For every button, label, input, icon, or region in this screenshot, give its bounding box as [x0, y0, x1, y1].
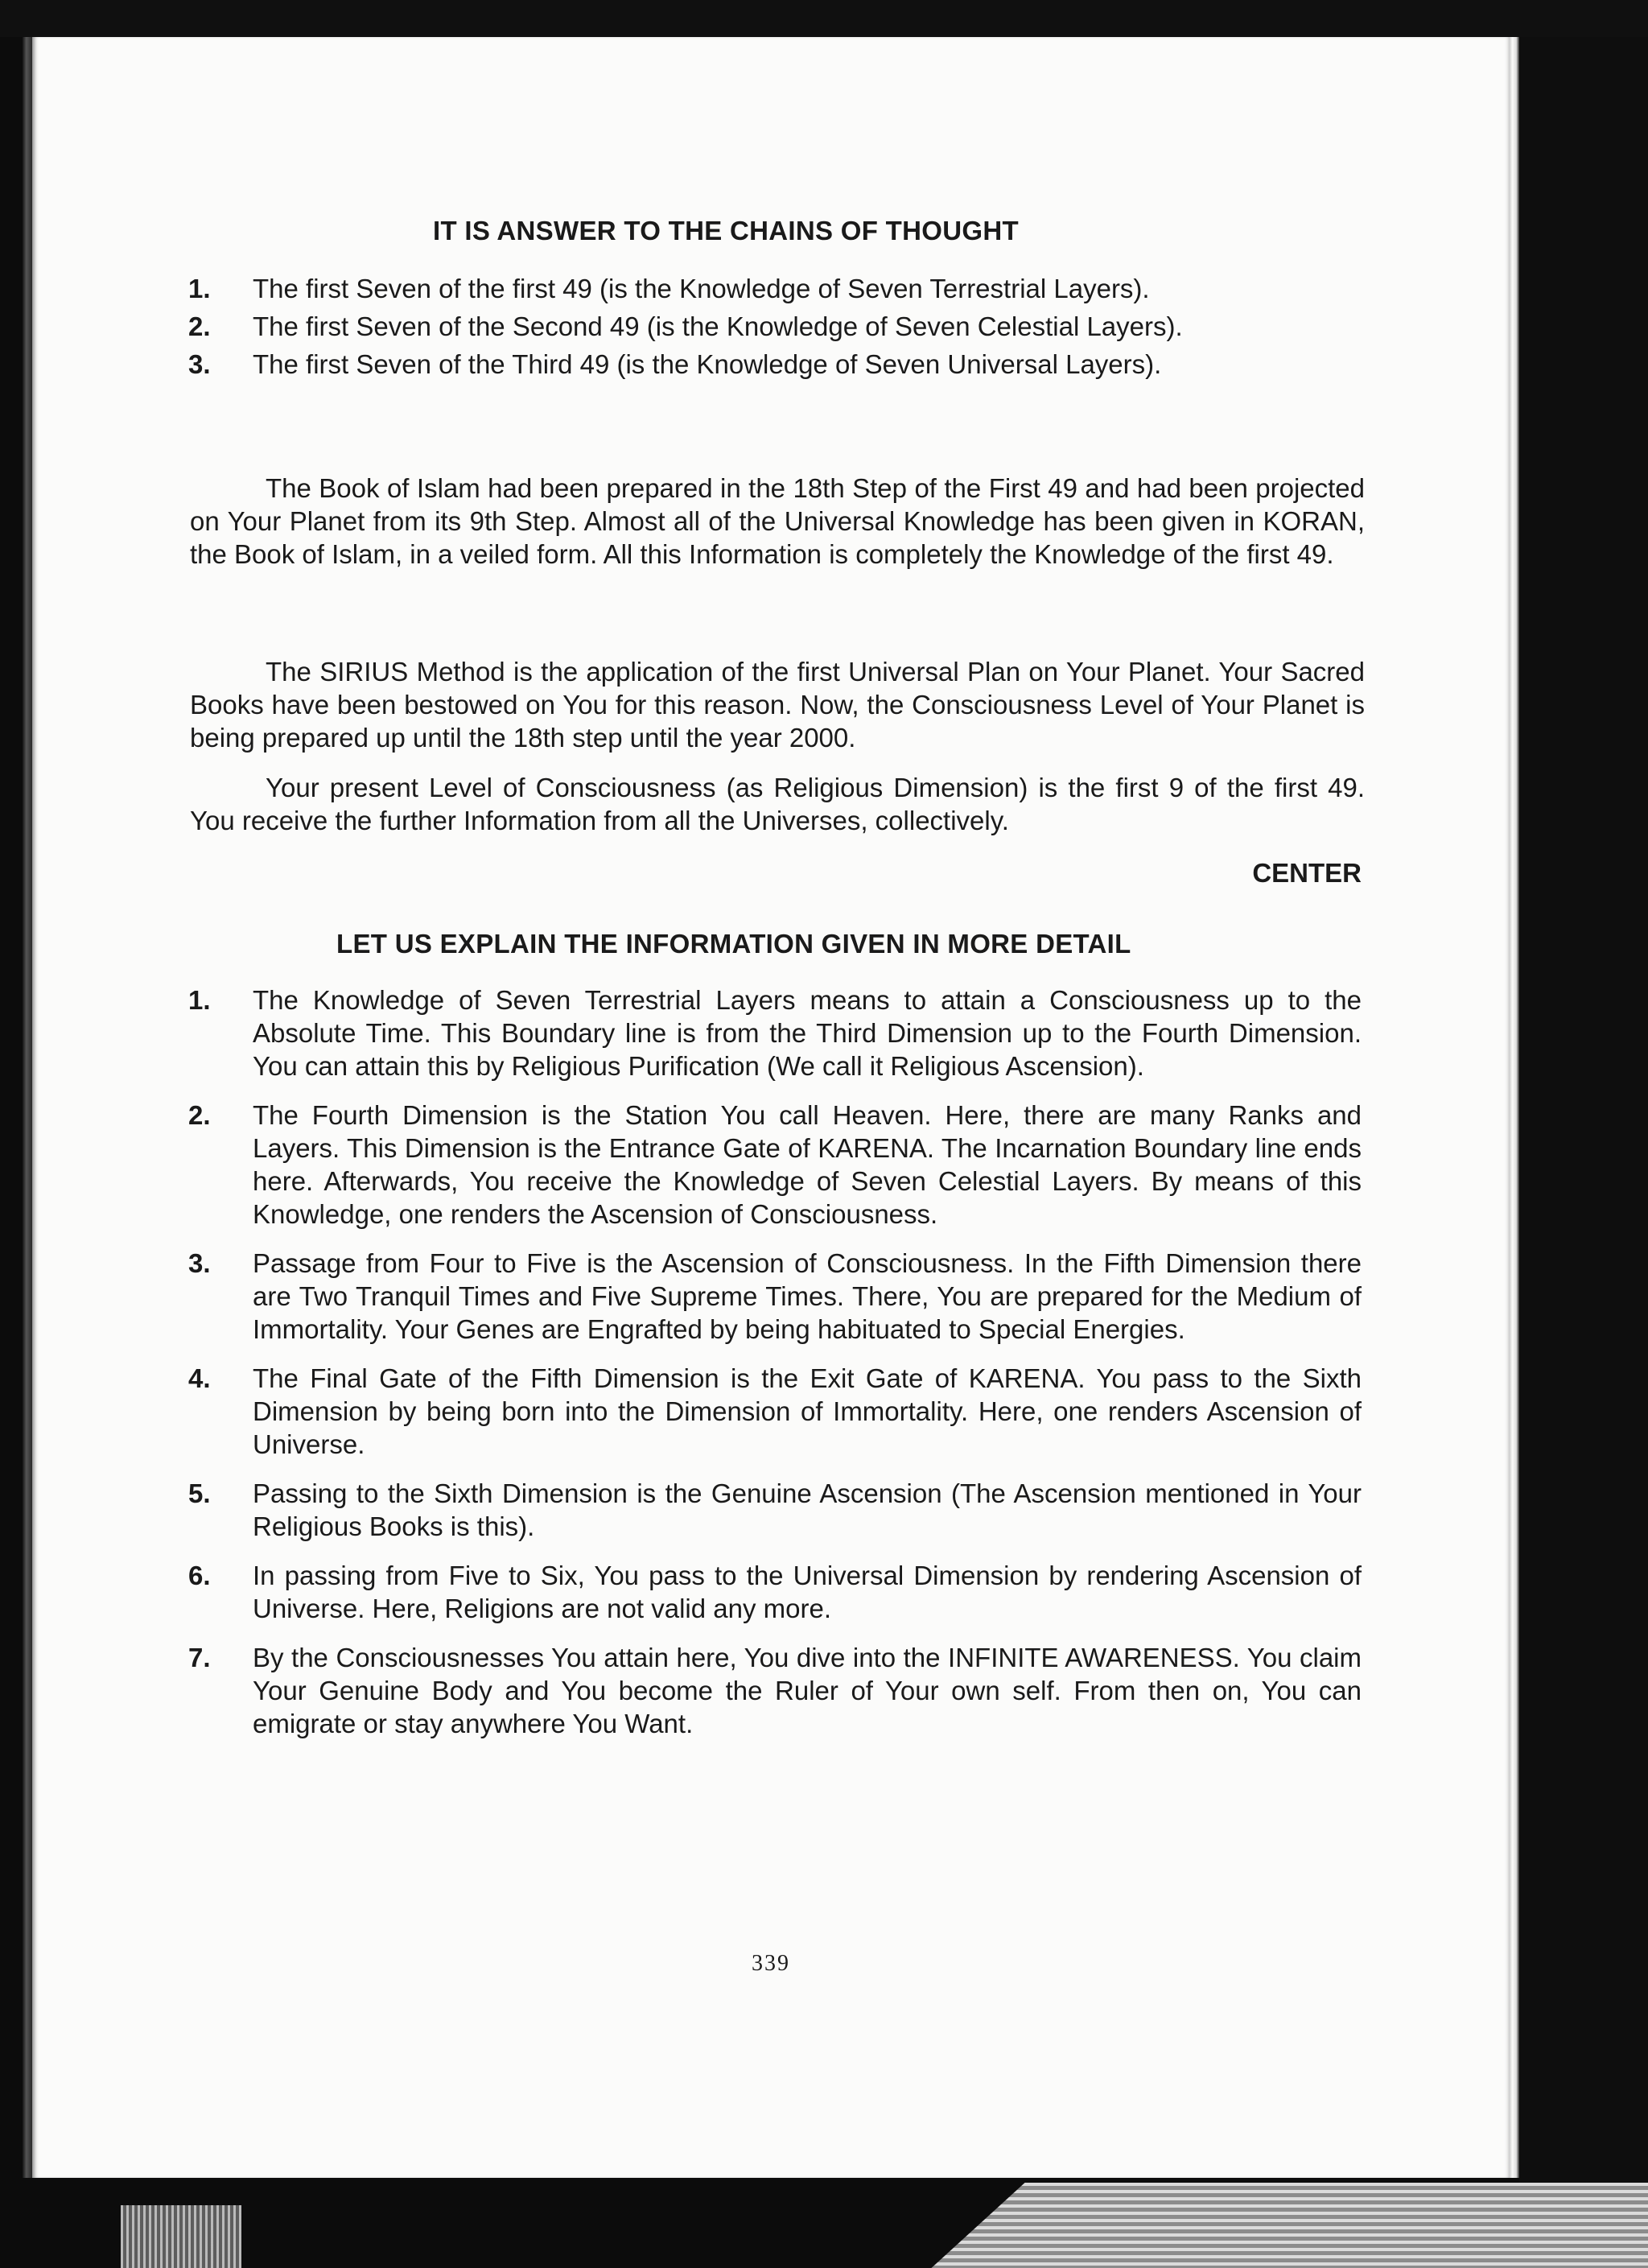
- item-text: In passing from Five to Six, You pass to the Universal Dimension by rendering Ascension of Universe. Here, Religions are not valid any more.: [253, 1561, 1362, 1623]
- scan-artifact-stripes-left: [121, 2205, 241, 2268]
- item-text: The first Seven of the Third 49 (is the Knowledge of Seven Universal Layers).: [253, 349, 1162, 379]
- item-text: The Knowledge of Seven Terrestrial Layers means to attain a Consciousness up to the Absolute Time. This Boundary line is from the Third Dimension up to the Fourth Dimension. You can attain this by Religious Purification (We call it Religious Ascension).: [253, 985, 1362, 1081]
- list-item: [188, 1099, 1362, 1231]
- item-text: The Final Gate of the Fifth Dimension is the Exit Gate of KARENA. You pass to the Sixth Dimension by being born into the Dimension of Immortality. Here, one renders Ascension of Universe.: [253, 1363, 1362, 1459]
- item-text: Passing to the Sixth Dimension is the Genuine Ascension (The Ascension mentioned in Your Religious Books is this).: [253, 1478, 1362, 1541]
- list-item: [188, 983, 1362, 1082]
- item-number: 2.: [188, 311, 211, 341]
- signature-center: CENTER: [1252, 858, 1362, 888]
- numbered-list-dimensions: [188, 983, 1362, 1756]
- item-number: 5.: [188, 1478, 211, 1508]
- section-heading-chains-of-thought: IT IS ANSWER TO THE CHAINS OF THOUGHT: [433, 216, 1019, 245]
- page-right-edge: [1510, 37, 1519, 2178]
- item-number: 7.: [188, 1643, 211, 1672]
- paragraph-level-of-consciousness: Your present Level of Consciousness (as Religious Dimension) is the first 9 of the first 49. You receive the further Information from all the Universes, collectively.: [190, 773, 1365, 835]
- item-number: 4.: [188, 1363, 211, 1393]
- paragraph-sirius-method: The SIRIUS Method is the application of the first Universal Plan on Your Planet. Your Sacred Books have been bestowed on You for this reason. Now, the Consciousness Level of Your Planet is being prepared up until the 18th step until the year 2000.: [190, 657, 1365, 753]
- item-number: 6.: [188, 1561, 211, 1590]
- list-item: [188, 310, 1362, 343]
- list-item: [188, 348, 1362, 381]
- item-number: 3.: [188, 1248, 211, 1278]
- list-item: [188, 1247, 1362, 1346]
- page-text: [32, 37, 1510, 2178]
- list-item: [188, 1477, 1362, 1543]
- page-number: 339: [752, 1951, 790, 1976]
- item-number: 2.: [188, 1100, 211, 1130]
- item-number: 1.: [188, 985, 211, 1015]
- item-text: By the Consciousnesses You attain here, You dive into the INFINITE AWARENESS. You claim Your Genuine Body and You become the Ruler of Your own self. From then on, You can emigrate or stay anywhere You Want.: [253, 1643, 1362, 1738]
- list-item: [188, 272, 1362, 305]
- list-item: [188, 1641, 1362, 1740]
- list-item: [188, 1559, 1362, 1625]
- book-gutter-shadow: [23, 37, 32, 2178]
- scan-right-border: [1519, 37, 1648, 2268]
- item-number: 3.: [188, 349, 211, 379]
- book-page: [32, 37, 1510, 2178]
- numbered-list-layers: [188, 272, 1362, 386]
- scan-top-border: [0, 0, 1648, 37]
- paragraph-book-of-islam: The Book of Islam had been prepared in the 18th Step of the First 49 and had been projected on Your Planet from its 9th Step. Almost all of the Universal Knowledge has been given in KORAN, the Book of Islam, in a veiled form. All this Information is completely the Knowledge of the first 49.: [190, 473, 1365, 569]
- list-item: [188, 1362, 1362, 1461]
- item-number: 1.: [188, 274, 211, 303]
- item-text: The Fourth Dimension is the Station You call Heaven. Here, there are many Ranks and Layers. This Dimension is the Entrance Gate of KARENA. The Incarnation Boundary line ends here. Afterwards, You receive the Knowledge of Seven Celestial Layers. By means of this Knowledge, one renders the Ascension of Consciousness.: [253, 1100, 1362, 1229]
- section-heading-more-detail: LET US EXPLAIN THE INFORMATION GIVEN IN MORE DETAIL: [336, 929, 1131, 959]
- item-text: Passage from Four to Five is the Ascension of Consciousness. In the Fifth Dimension there are Two Tranquil Times and Five Supreme Times. There, You are prepared for the Medium of Immortality. Your Genes are Engrafted by being habituated to Special Energies.: [253, 1248, 1362, 1344]
- item-text: The first Seven of the first 49 (is the Knowledge of Seven Terrestrial Layers).: [253, 274, 1150, 303]
- item-text: The first Seven of the Second 49 (is the Knowledge of Seven Celestial Layers).: [253, 311, 1183, 341]
